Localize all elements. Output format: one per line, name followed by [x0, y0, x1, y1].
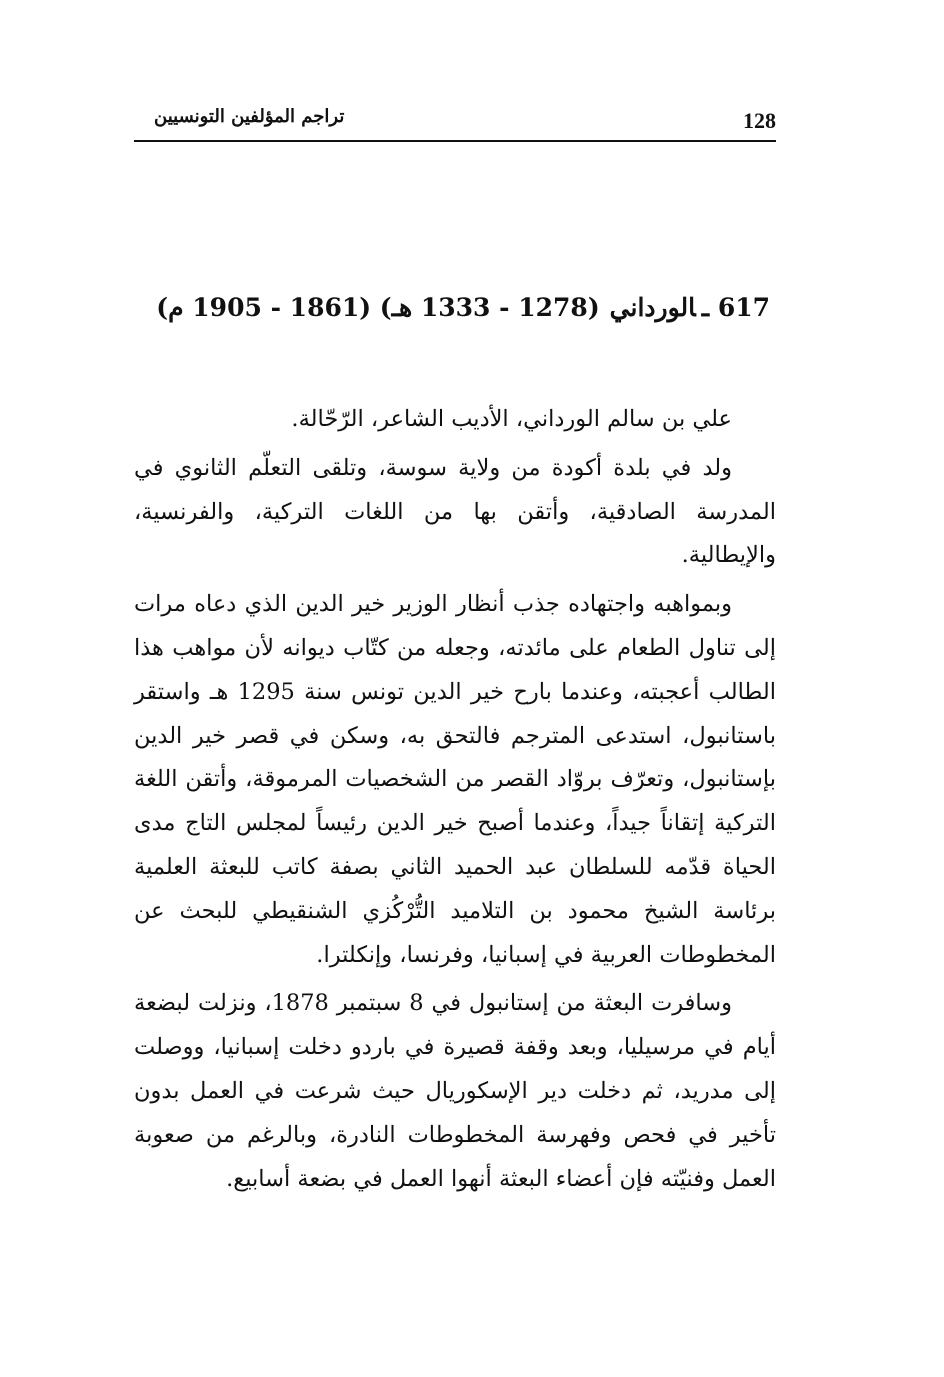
header-rule: [134, 140, 776, 142]
entry-body: [134, 398, 776, 1201]
running-head: [134, 104, 776, 138]
page-number: 128: [743, 108, 776, 133]
entry-number: 617 ـ: [701, 293, 770, 322]
paragraph: وبمواهبه واجتهاده جذب أنظار الوزير خير الدين الذي دعاه مرات إلى تناول الطعام على مائدته، وجعله من كتّاب ديوانه لأن مواهب هذا الطالب أعجبته، وعندما بارح خير الدين تونس سنة 1295 هـ واستقر باستانبول، استدعى المترجم فالتحق به، وسكن في قصر خير الدين بإستانبول، وتعرّف بروّاد القصر من الشخصيات المرموقة، وأتقن اللغة التركية إتقاناً جيداً، وعندما أصبح خير الدين رئيساً لمجلس التاج مدى الحياة قدّمه للسلطان عبد الحميد الثاني بصفة كاتب للبعثة العلمية برئاسة الشيخ محمود بن التلاميد التُّرْكُزي الشنقيطي للبحث عن المخطوطات العربية في إسبانيا، وفرنسا، وإنكلترا.: [134, 591, 776, 968]
paragraph: ولد في بلدة أكودة من ولاية سوسة، وتلقى التعلّم الثانوي في المدرسة الصادقية، وأتقن بها من اللغات التركية، والفرنسية، والإيطالية.: [134, 454, 776, 569]
book-title: تراجم المؤلفين التونسيين: [154, 106, 345, 127]
entry-heading: [134, 288, 770, 328]
entry-dates: (1278 - 1333 هـ) (1861 - 1905 م): [156, 293, 600, 322]
paragraph: علي بن سالم الورداني، الأديب الشاعر، الرّحّالة.: [291, 406, 732, 432]
paragraph: وسافرت البعثة من إستانبول في 8 سبتمبر 1878، ونزلت لبضعة أيام في مرسيليا، وبعد وقفة قصيرة في باردو دخلت إسبانيا، ووصلت إلى مدريد، ثم دخلت دير الإسكوريال حيث شرعت في العمل بدون تأخير في فحص وفهرسة المخطوطات النادرة، وبالرغم من صعوبة العمل وفنيّته فإن أعضاء البعثة أنهوا العمل في بضعة أسابيع.: [134, 990, 776, 1192]
entry-name: الورداني: [609, 293, 696, 322]
